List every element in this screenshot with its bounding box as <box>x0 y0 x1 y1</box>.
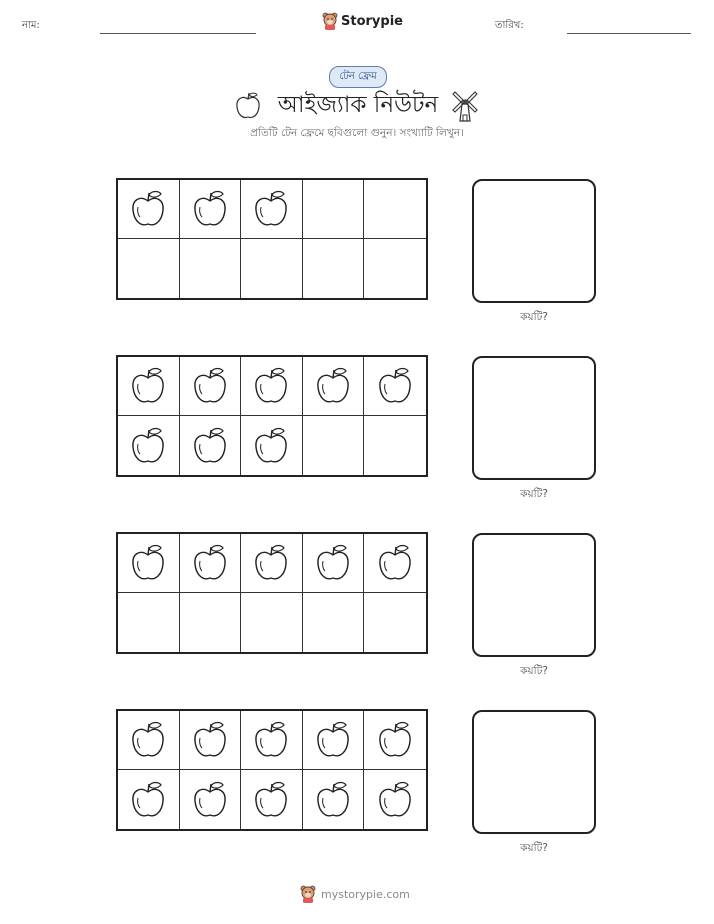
apple-icon <box>377 780 413 820</box>
bear-mascot-icon <box>300 885 316 903</box>
apple-icon <box>192 366 228 406</box>
date-label: তারিখ: <box>495 20 524 31</box>
name-field-line[interactable] <box>100 33 256 34</box>
topic-pill: টেন ফ্রেম <box>329 66 387 88</box>
footer <box>300 885 410 903</box>
page-title: আইজ্যাক নিউটন <box>277 92 439 118</box>
apple-icon <box>253 780 289 820</box>
answer-box[interactable] <box>472 356 596 480</box>
ten-frame-cell <box>303 239 365 298</box>
ten-frame-cell <box>180 593 242 652</box>
apple-icon <box>130 189 166 229</box>
ten-frame-cell <box>303 534 365 593</box>
apple-icon <box>234 91 262 121</box>
ten-frame <box>116 532 428 654</box>
ten-frame <box>116 178 428 300</box>
ten-frame-cell <box>241 180 303 239</box>
ten-frame-cell <box>364 239 426 298</box>
ten-frame-cell <box>241 357 303 416</box>
ten-frame-cell <box>241 239 303 298</box>
ten-frame-cell <box>180 534 242 593</box>
ten-frame-cell <box>180 770 242 829</box>
apple-icon <box>130 720 166 760</box>
apple-icon <box>192 189 228 229</box>
footer-site: mystorypie.com <box>321 887 410 901</box>
answer-box[interactable] <box>472 533 596 657</box>
ten-frame-cell <box>241 770 303 829</box>
apple-icon <box>192 720 228 760</box>
apple-icon <box>315 366 351 406</box>
apple-icon <box>253 366 289 406</box>
answer-label: কয়টি? <box>520 665 548 677</box>
apple-icon <box>253 543 289 583</box>
apple-icon <box>130 426 166 466</box>
answer-label: কয়টি? <box>520 842 548 854</box>
ten-frame-cell <box>118 770 180 829</box>
ten-frame-cell <box>118 239 180 298</box>
answer-box[interactable] <box>472 710 596 834</box>
ten-frame-cell <box>180 711 242 770</box>
ten-frame-cell <box>118 180 180 239</box>
ten-frame-cell <box>303 593 365 652</box>
ten-frame-cell <box>364 180 426 239</box>
ten-frame-cell <box>364 770 426 829</box>
apple-icon <box>377 720 413 760</box>
answer-label: কয়টি? <box>520 311 548 323</box>
apple-icon <box>130 543 166 583</box>
ten-frame-cell <box>118 711 180 770</box>
apple-icon <box>253 189 289 229</box>
apple-icon <box>253 720 289 760</box>
apple-icon <box>130 780 166 820</box>
ten-frame-cell <box>180 416 242 475</box>
ten-frame-cell <box>180 357 242 416</box>
answer-label: কয়টি? <box>520 488 548 500</box>
ten-frame-cell <box>364 416 426 475</box>
apple-icon <box>377 366 413 406</box>
ten-frame-cell <box>241 593 303 652</box>
apple-icon <box>253 426 289 466</box>
apple-icon <box>315 543 351 583</box>
apple-icon <box>315 780 351 820</box>
instructions: প্রতিটি টেন ফ্রেমে ছবিগুলো গুনুন। সংখ্যাটি লিখুন। <box>250 127 464 139</box>
ten-frame-cell <box>241 711 303 770</box>
ten-frame-cell <box>118 357 180 416</box>
name-label: নাম: <box>22 20 40 31</box>
ten-frame-cell <box>303 770 365 829</box>
ten-frame-cell <box>364 357 426 416</box>
date-field-line[interactable] <box>567 33 691 34</box>
bear-mascot-icon <box>322 12 338 30</box>
ten-frame-cell <box>303 357 365 416</box>
ten-frame-cell <box>180 180 242 239</box>
brand-name: Storypie <box>341 13 403 29</box>
ten-frame <box>116 709 428 831</box>
windmill-icon <box>450 88 480 122</box>
ten-frame-cell <box>241 534 303 593</box>
apple-icon <box>192 780 228 820</box>
answer-box[interactable] <box>472 179 596 303</box>
apple-icon <box>377 543 413 583</box>
ten-frame-cell <box>118 593 180 652</box>
ten-frame-cell <box>118 416 180 475</box>
apple-icon <box>192 426 228 466</box>
brand-logo <box>322 12 403 30</box>
ten-frame-cell <box>241 416 303 475</box>
ten-frame-cell <box>118 534 180 593</box>
ten-frame-cell <box>364 534 426 593</box>
ten-frame-cell <box>303 711 365 770</box>
apple-icon <box>192 543 228 583</box>
apple-icon <box>315 720 351 760</box>
ten-frame <box>116 355 428 477</box>
ten-frame-cell <box>303 180 365 239</box>
ten-frame-cell <box>180 239 242 298</box>
ten-frame-cell <box>364 711 426 770</box>
apple-icon <box>130 366 166 406</box>
ten-frame-cell <box>364 593 426 652</box>
ten-frame-cell <box>303 416 365 475</box>
